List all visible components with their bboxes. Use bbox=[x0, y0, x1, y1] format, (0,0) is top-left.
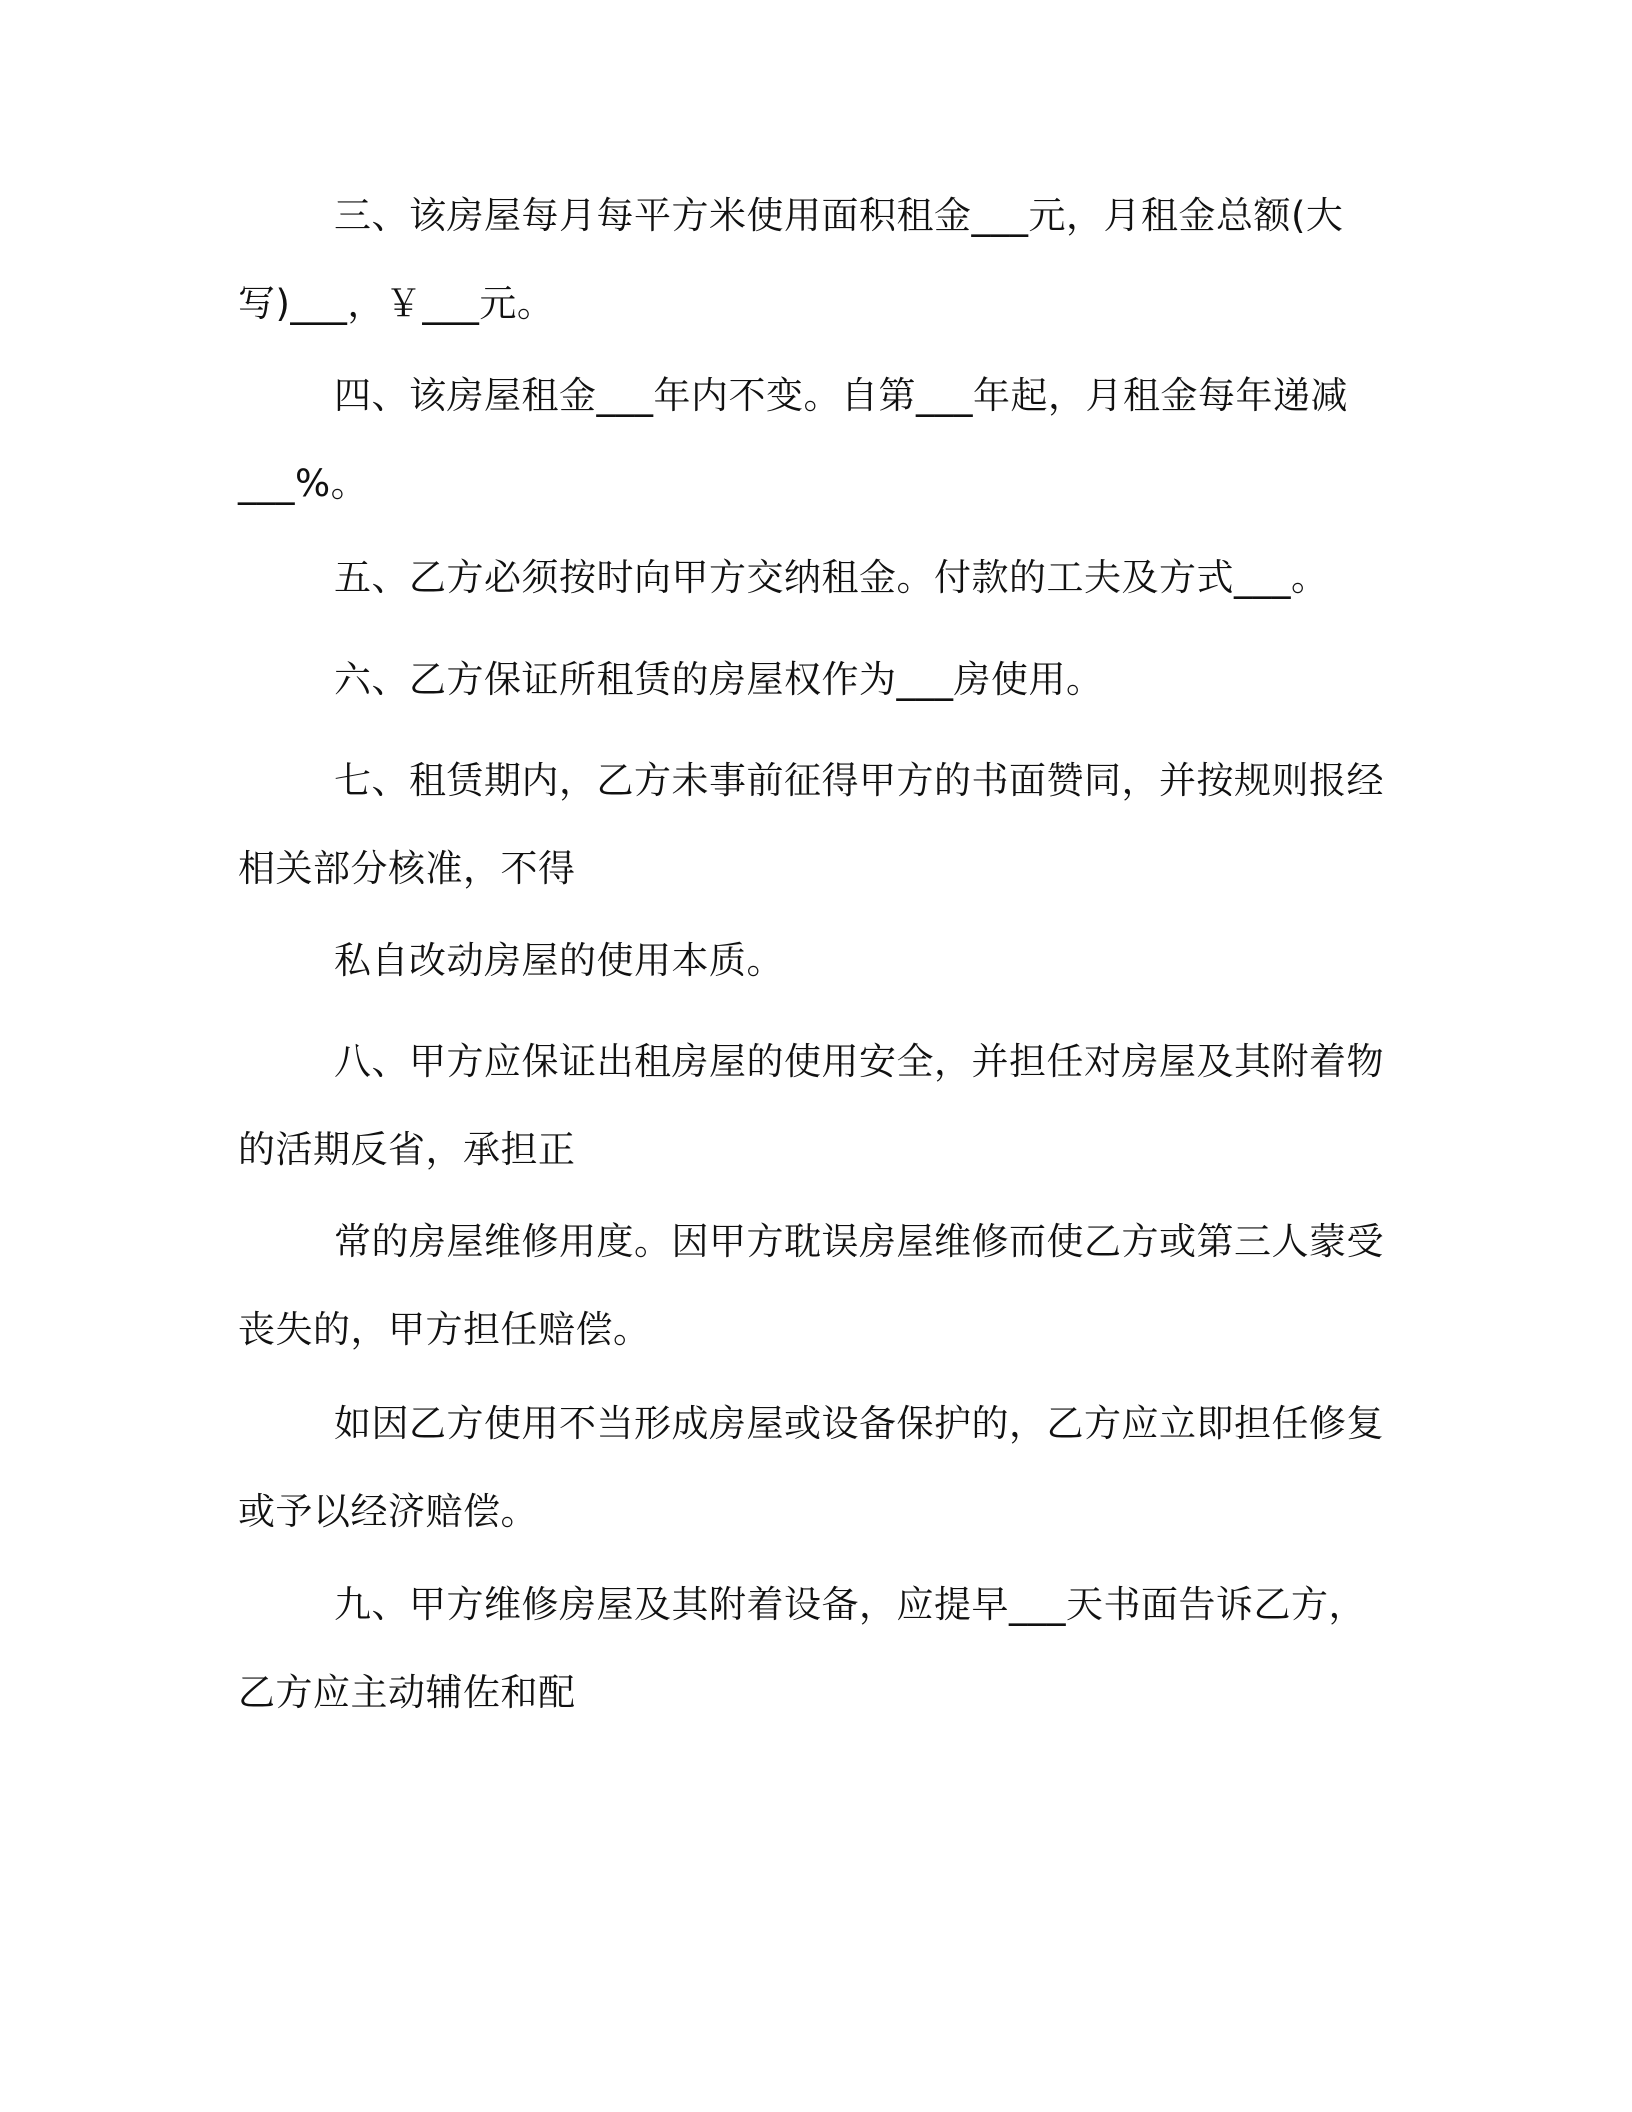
clause-6-line-1: 六、乙方保证所租赁的房屋权作为___房使用。 bbox=[334, 658, 1104, 701]
clause-3 bbox=[238, 172, 1378, 348]
clause-4-line-2: ___%。 bbox=[238, 462, 369, 505]
clause-7-line-1: 七、租赁期内，乙方未事前征得甲方的书面赞同，并按规则报经 bbox=[334, 759, 1384, 802]
clause-7-continued-line-1: 私自改动房屋的使用本质。 bbox=[334, 939, 784, 982]
clause-8-line-2: 的活期反省，承担正 bbox=[238, 1128, 576, 1171]
clause-4 bbox=[238, 352, 1378, 528]
clause-9-line-1: 九、甲方维修房屋及其附着设备，应提早___天书面告诉乙方， bbox=[334, 1583, 1366, 1626]
clause-9 bbox=[238, 1561, 1378, 1737]
clause-3-line-2: 写)___，￥___元。 bbox=[238, 282, 555, 325]
clause-8 bbox=[238, 1018, 1384, 1194]
clause-7-continued bbox=[238, 917, 1378, 1005]
clause-8-continued-line-1: 常的房屋维修用度。因甲方耽误房屋维修而使乙方或第三人蒙受 bbox=[334, 1220, 1384, 1263]
clause-7-line-2: 相关部分核准，不得 bbox=[238, 847, 576, 890]
clause-8-damage-line-2: 或予以经济赔偿。 bbox=[238, 1490, 538, 1533]
clause-8-damage bbox=[238, 1380, 1384, 1556]
clause-5-line-1: 五、乙方必须按时向甲方交纳租金。付款的工夫及方式___。 bbox=[334, 556, 1329, 599]
clause-4-line-1: 四、该房屋租金___年内不变。自第___年起，月租金每年递减 bbox=[334, 374, 1348, 417]
clause-7 bbox=[238, 737, 1384, 913]
clause-6 bbox=[238, 636, 1378, 724]
clause-9-line-2: 乙方应主动辅佐和配 bbox=[238, 1671, 576, 1714]
clause-3-line-1: 三、该房屋每月每平方米使用面积租金___元，月租金总额(大 bbox=[334, 194, 1344, 237]
clause-8-continued bbox=[238, 1198, 1384, 1374]
clause-8-continued-line-2: 丧失的，甲方担任赔偿。 bbox=[238, 1308, 651, 1351]
clause-8-line-1: 八、甲方应保证出租房屋的使用安全，并担任对房屋及其附着物 bbox=[334, 1040, 1384, 1083]
clause-8-damage-line-1: 如因乙方使用不当形成房屋或设备保护的，乙方应立即担任修复 bbox=[334, 1402, 1384, 1445]
clause-5 bbox=[238, 534, 1378, 622]
